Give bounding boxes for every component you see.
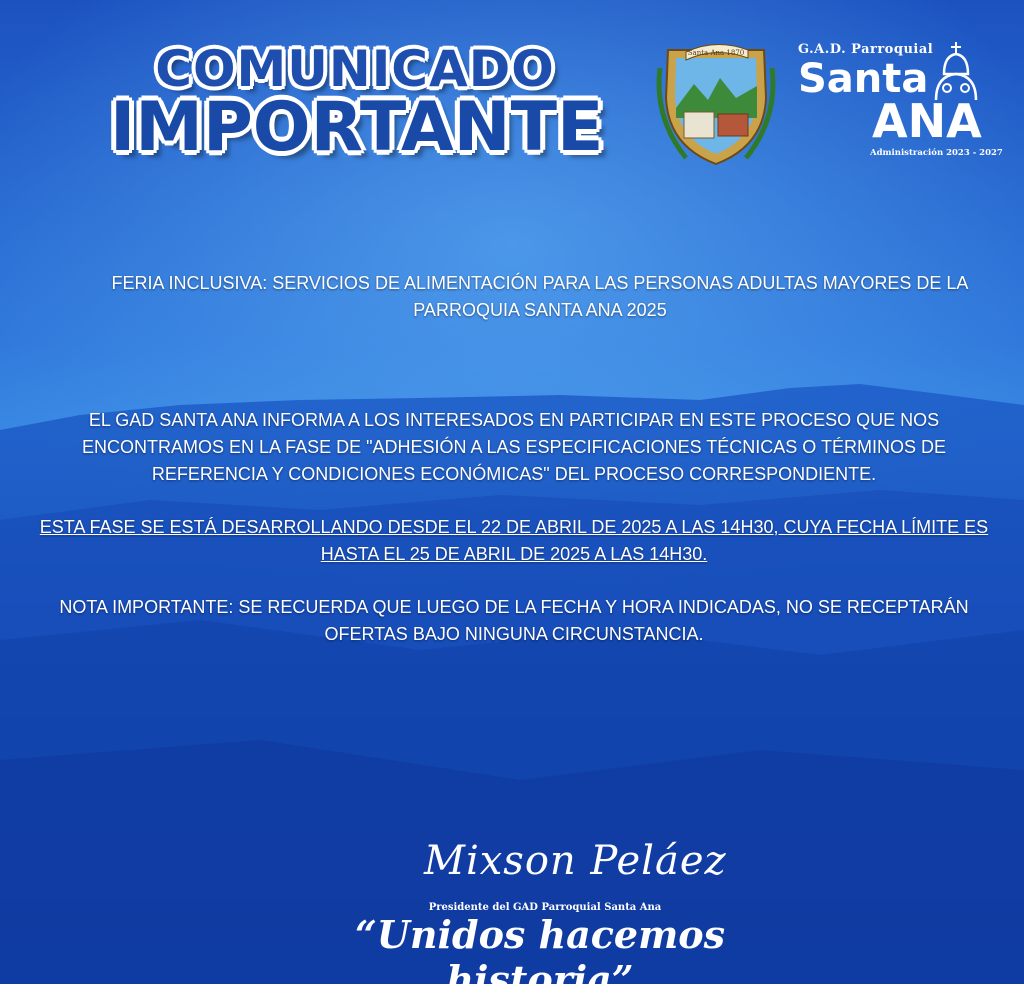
gad-label: G.A.D. Parroquial <box>798 42 934 57</box>
administration-period: Administración 2023 - 2027 <box>870 148 1003 158</box>
crest-banner-text: Santa Ana 1870 <box>687 49 745 57</box>
president-signature: Mixson Peláez <box>424 838 727 884</box>
president-role: Presidente del GAD Parroquial Santa Ana <box>428 902 662 913</box>
title-line-2: IMPORTANTE <box>110 88 604 167</box>
gad-name-santa: Santa <box>798 56 929 102</box>
notice-info-paragraph: EL GAD SANTA ANA INFORMA A LOS INTERESADOS EN PARTICIPAR EN ESTE PROCESO QUE NOS ENCONTRAMOS EN LA FASE DE "ADHESIÓN A LAS ESPECIFICACIONES TÉCNICAS O TÉRMINOS DE REFERENCIA Y CONDICIONES ECONÓMICAS" DEL PROCESO CORRESPONDIENTE. <box>82 410 946 484</box>
church-dome-icon <box>928 40 984 110</box>
notice-title: FERIA INCLUSIVA: SERVICIOS DE ALIMENTACIÓN PARA LAS PERSONAS ADULTAS MAYORES DE LA PARROQUIA SANTA ANA 2025 <box>111 273 969 320</box>
parish-crest-logo <box>656 28 776 168</box>
slogan: “Unidos hacemos historia” <box>354 912 726 1002</box>
notice-important-note: NOTA IMPORTANTE: SE RECUERDA QUE LUEGO DE LA FECHA Y HORA INDICADAS, NO SE RECEPTARÁN OFERTAS BAJO NINGUNA CIRCUNSTANCIA. <box>59 597 969 644</box>
gad-name-ana: ANA <box>872 94 982 148</box>
notice-phase-dates: ESTA FASE SE ESTÁ DESARROLLANDO DESDE EL 22 DE ABRIL DE 2025 A LAS 14H30, CUYA FECHA LÍMITE ES HASTA EL 25 DE ABRIL DE 2025 A LAS 14H30. <box>39 517 989 564</box>
title-line-1: COMUNICADO <box>155 40 555 98</box>
